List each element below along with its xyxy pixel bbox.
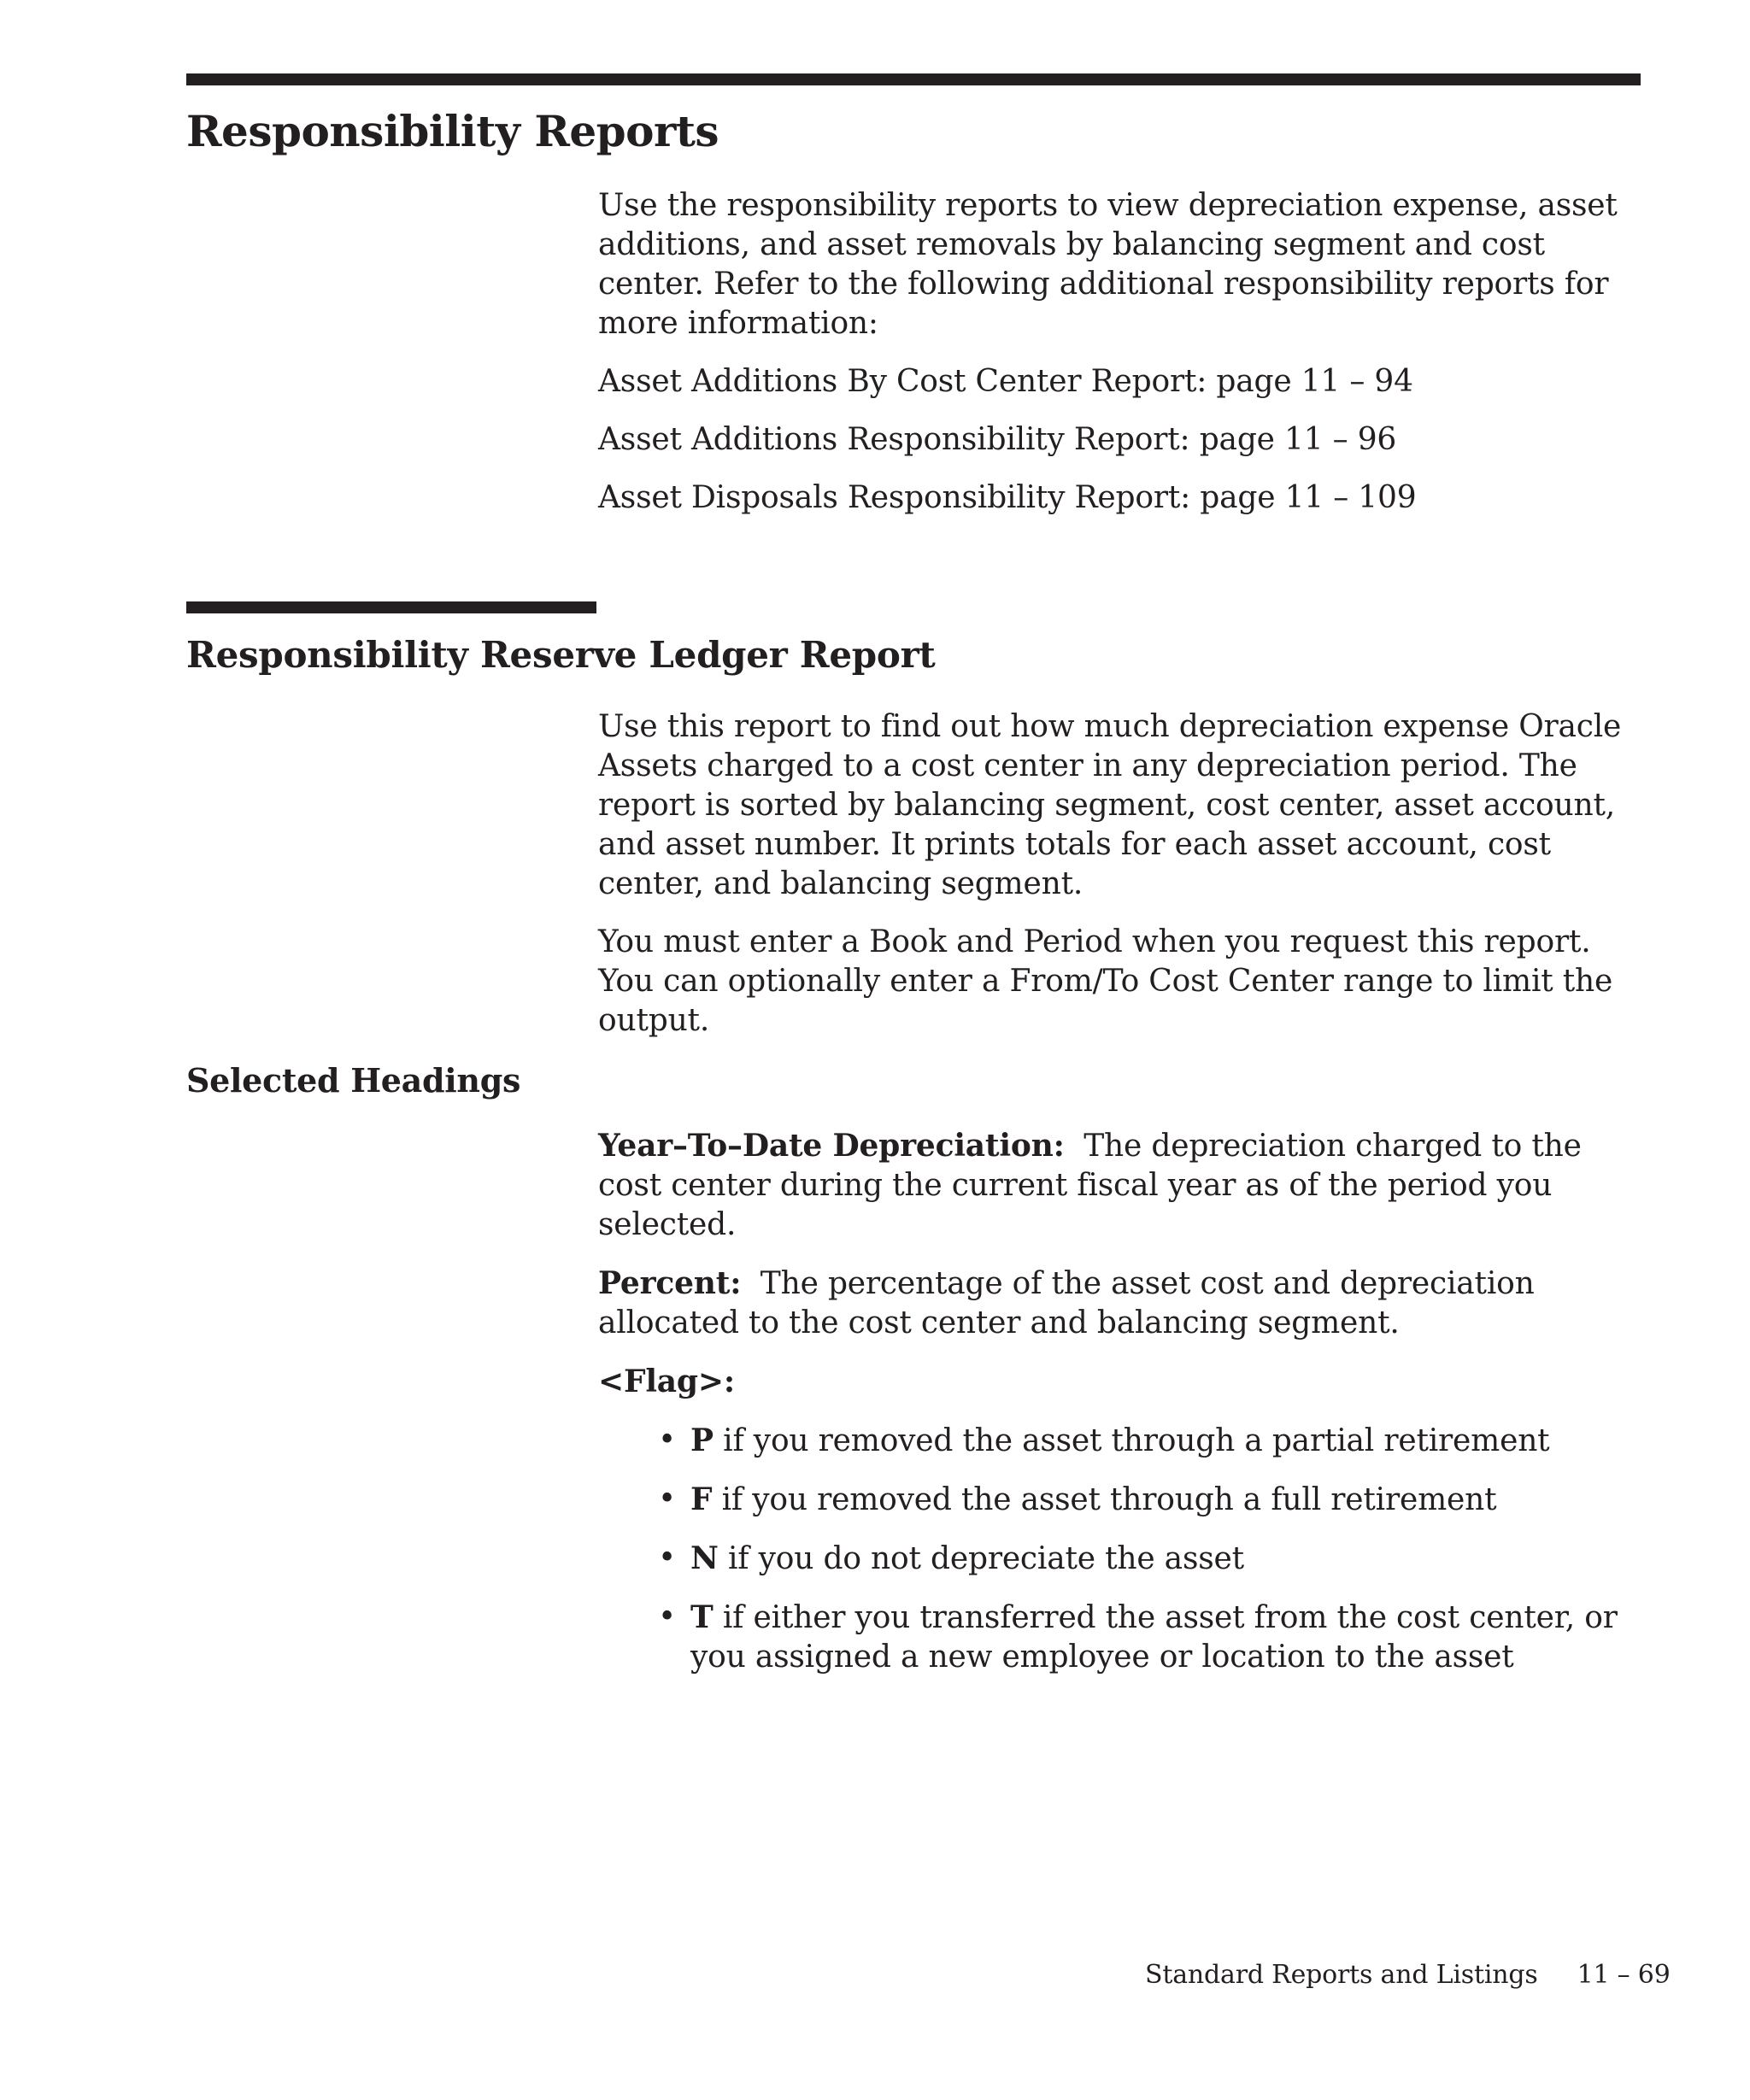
- flag-description: if you removed the asset through a partial retirement: [723, 1423, 1550, 1458]
- list-item: [658, 1539, 1624, 1579]
- term-label: Year–To–Date Depreciation:: [598, 1128, 1065, 1164]
- flag-code: F: [690, 1481, 713, 1517]
- flag-code: T: [690, 1599, 714, 1635]
- flag-description: if you removed the asset through a full retirement: [721, 1482, 1497, 1517]
- list-item: [658, 1421, 1624, 1461]
- footer-title: Standard Reports and Listings: [1145, 1960, 1538, 1990]
- section-title-reserve-ledger: Responsibility Reserve Ledger Report: [186, 634, 936, 676]
- page-number: 11 – 69: [1577, 1960, 1671, 1990]
- heading-definition-percent: [598, 1264, 1624, 1343]
- term-label: <Flag>:: [598, 1364, 735, 1399]
- bullet-icon: •: [658, 1481, 677, 1516]
- page-footer: [1145, 1960, 1671, 1990]
- section-rule: [186, 601, 596, 613]
- description-paragraph: Use this report to find out how much depreciation expense Oracle Assets charged to a cost center in any depreciation period. The report is sorted by balancing segment, cost center, asset account, and asset number. It prints totals for each asset account, cost center, and balancing segment.: [598, 709, 1622, 901]
- term-label: Percent:: [598, 1265, 742, 1301]
- bullet-icon: •: [658, 1599, 677, 1634]
- term-description: The percentage of the asset cost and depreciation allocated to the cost center and balancing segment.: [598, 1266, 1535, 1340]
- list-item: [658, 1598, 1624, 1677]
- flag-description: if you do not depreciate the asset: [727, 1541, 1244, 1576]
- section-reserve-ledger-body: [598, 707, 1624, 1059]
- flag-list: [598, 1421, 1624, 1677]
- section-responsibility-reports-body: [598, 186, 1624, 537]
- term-description: The depreciation charged to the cost center during the current fiscal year as of the period you selected.: [598, 1129, 1582, 1242]
- heading-definition-flag: [598, 1362, 1624, 1402]
- flag-code: P: [690, 1422, 714, 1458]
- flag-description: if either you transferred the asset from the cost center, or you assigned a new employee or location to the asset: [690, 1600, 1618, 1675]
- list-item: [658, 1480, 1624, 1520]
- flag-code: N: [690, 1540, 719, 1576]
- parameters-paragraph: You must enter a Book and Period when you request this report. You can optionally enter a From/To Cost Center range to limit the output.: [598, 924, 1613, 1038]
- intro-paragraph: Use the responsibility reports to view depreciation expense, asset additions, and asset removals by balancing segment and cost center. Refer to the following additional responsibility reports for more information:: [598, 188, 1618, 341]
- bullet-icon: •: [658, 1422, 677, 1458]
- heading-definition-ytd: [598, 1126, 1624, 1245]
- reference-line: Asset Disposals Responsibility Report: page 11 – 109: [598, 480, 1417, 515]
- reference-line: Asset Additions By Cost Center Report: page 11 – 94: [598, 364, 1413, 399]
- bullet-icon: •: [658, 1540, 677, 1575]
- reference-line: Asset Additions Responsibility Report: page 11 – 96: [598, 422, 1397, 457]
- top-rule: [186, 73, 1641, 85]
- section-title-responsibility-reports: Responsibility Reports: [186, 106, 719, 156]
- selected-headings-body: [598, 1126, 1624, 1696]
- subsection-title-selected-headings: Selected Headings: [186, 1061, 521, 1100]
